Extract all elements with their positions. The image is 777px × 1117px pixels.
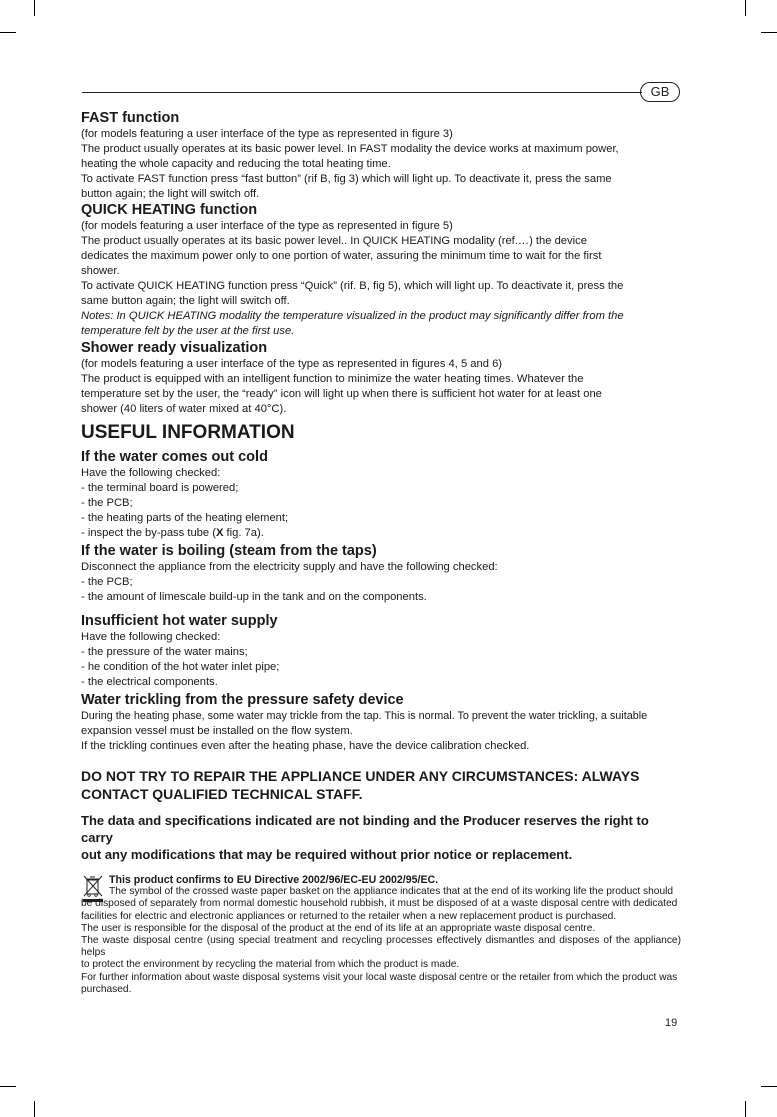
text-line: heating the whole capacity and reducing the total heating time. xyxy=(81,158,391,170)
weee-line: The user is responsible for the disposal of the product at the end of its life at an appropriate waste disposal centre. xyxy=(81,922,596,934)
shower-section xyxy=(81,340,681,417)
text-line: temperature set by the user, the “ready” icon will light up when there is sufficient hot water for at least one xyxy=(81,388,602,400)
text-line: The product usually operates at its basic power level.. In QUICK HEATING modality (ref.…) the device xyxy=(81,235,587,247)
cold-section xyxy=(81,449,681,541)
boiling-section xyxy=(81,543,681,605)
text-line: - the amount of limescale build-up in the tank and on the components. xyxy=(81,591,427,603)
text-line: Have the following checked: xyxy=(81,467,221,479)
text-fragment: fig. 7a). xyxy=(223,527,264,539)
boiling-title: If the water is boiling (steam from the taps) xyxy=(81,543,377,559)
warning-section xyxy=(81,767,681,803)
warning-line: CONTACT QUALIFIED TECHNICAL STAFF. xyxy=(81,786,363,802)
weee-title: This product confirms to EU Directive 2002/96/EC-EU 2002/95/EC. xyxy=(109,874,439,886)
text-line: To activate FAST function press “fast button” (rif B, fig 3) which will light up. To deactivate it, press the same xyxy=(81,173,612,185)
shower-title: Shower ready visualization xyxy=(81,340,268,356)
useful-section xyxy=(81,422,681,444)
text-line: - the pressure of the water mains; xyxy=(81,646,248,658)
text-line: - he condition of the hot water inlet pipe; xyxy=(81,661,280,673)
weee-line: The waste disposal centre (using special treatment and recycling processes effectively dismantles and disposes of the appliance) helps xyxy=(81,935,681,959)
disclaimer-line: out any modifications that may be required without prior notice or replacement. xyxy=(81,847,573,862)
quick-section xyxy=(81,202,681,339)
text-line: shower. xyxy=(81,265,120,277)
text-line: (for models featuring a user interface of the type as represented in figure 3) xyxy=(81,128,453,140)
text-line: The product usually operates at its basic power level. In FAST modality the device works at maximum power, xyxy=(81,143,619,155)
disclaimer-line: The data and specifications indicated are not binding and the Producer reserves the right to carry xyxy=(81,813,649,845)
text-line: The product is equipped with an intelligent function to minimize the water heating times. Whatever the xyxy=(81,373,584,385)
fast-section xyxy=(81,110,681,202)
text-line: Have the following checked: xyxy=(81,631,221,643)
weee-line: to protect the environment by recycling the material from which the product is made. xyxy=(81,959,460,971)
text-line xyxy=(81,526,681,541)
crop-mark xyxy=(0,1086,16,1087)
warning-line: DO NOT TRY TO REPAIR THE APPLIANCE UNDER ANY CIRCUMSTANCES: ALWAYS xyxy=(81,768,640,784)
weee-line: be disposed of separately from normal domestic household rubbish, it must be disposed of at a waste disposal centre with dedicated xyxy=(81,898,678,910)
crop-mark xyxy=(745,0,746,16)
text-line: If the trickling continues even after the heating phase, have the device calibration checked. xyxy=(81,740,530,752)
fast-title: FAST function xyxy=(81,110,180,126)
text-line: same button again; the light will switch off. xyxy=(81,295,290,307)
disclaimer-section xyxy=(81,812,681,863)
header-rule xyxy=(82,92,642,93)
useful-title: USEFUL INFORMATION xyxy=(81,422,295,443)
text-line: - the PCB; xyxy=(81,497,133,509)
note-line: temperature felt by the user at the first use. xyxy=(81,325,295,337)
text-line: - the heating parts of the heating element; xyxy=(81,512,289,524)
text-fragment: X xyxy=(215,527,224,539)
text-line: - the terminal board is powered; xyxy=(81,482,239,494)
weee-line: The symbol of the crossed waste paper basket on the appliance indicates that at the end of its working life the product should xyxy=(109,886,674,898)
weee-line: For further information about waste disposal systems visit your local waste disposal centre or the retailer from which the product was xyxy=(81,971,678,983)
weee-section xyxy=(81,874,681,996)
text-line: shower (40 liters of water mixed at 40°C). xyxy=(81,403,287,415)
text-line: Disconnect the appliance from the electricity supply and have the following checked: xyxy=(81,561,498,573)
text-line: dedicates the maximum power only to one portion of water, assuring the minimum time to wait for the first xyxy=(81,250,602,262)
cold-title: If the water comes out cold xyxy=(81,449,268,465)
crop-mark xyxy=(34,0,35,16)
note-line: Notes: In QUICK HEATING modality the temperature visualized in the product may significantly differ from the xyxy=(81,310,624,322)
trickling-title: Water trickling from the pressure safety device xyxy=(81,692,404,708)
text-line: - the electrical components. xyxy=(81,676,218,688)
crop-mark xyxy=(0,32,16,33)
crop-mark xyxy=(745,1101,746,1117)
trickling-section xyxy=(81,692,681,754)
language-badge: GB xyxy=(640,82,680,102)
insufficient-section xyxy=(81,613,681,690)
text-line: (for models featuring a user interface of the type as represented in figure 5) xyxy=(81,220,453,232)
text-line: To activate QUICK HEATING function press “Quick” (rif. B, fig 5), which will light up. To deactivate it, press the xyxy=(81,280,624,292)
text-line: button again; the light will switch off. xyxy=(81,188,260,200)
crop-mark xyxy=(761,1086,777,1087)
insufficient-title: Insufficient hot water supply xyxy=(81,613,278,629)
crop-mark xyxy=(761,32,777,33)
weee-line: facilities for electric and electronic appliances or returned to the retailer when a new replacement product is purchased. xyxy=(81,910,617,922)
text-line: During the heating phase, some water may trickle from the tap. This is normal. To prevent the water trickling, a suitable xyxy=(81,710,648,722)
weee-line: purchased. xyxy=(81,983,132,995)
quick-title: QUICK HEATING function xyxy=(81,202,258,218)
text-line: - the PCB; xyxy=(81,576,133,588)
crop-mark xyxy=(34,1101,35,1117)
text-fragment: - inspect the by-pass tube ( xyxy=(81,527,216,539)
text-line: expansion vessel must be installed on the flow system. xyxy=(81,725,353,737)
text-line: (for models featuring a user interface of the type as represented in figures 4, 5 and 6) xyxy=(81,358,503,370)
page-number: 19 xyxy=(665,1017,678,1029)
